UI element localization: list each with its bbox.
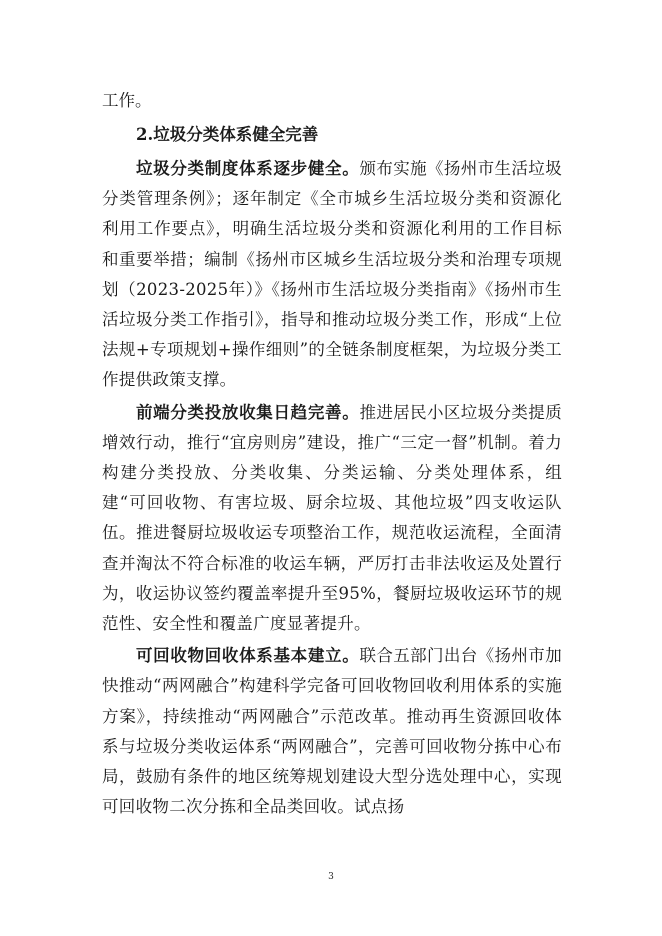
paragraph-recycling	[102, 641, 562, 822]
page-number: 3	[328, 872, 334, 882]
paragraph-body: 联合五部门出台《扬州市加快推动“两网融合”构建科学完备可回收物回收利用体系的实施方案》，持续推动“两网融合”示范改革。推动再生资源回收体系与垃圾分类收运体系“两网融合”，完善可回收物分拣中心布局，鼓励有条件的地区统筹规划建设大型分选处理中心，实现可回收物二次分拣和全品类回收。试点扬	[102, 646, 562, 817]
paragraph-system	[102, 154, 562, 396]
continued-text: 工作。	[102, 91, 152, 110]
paragraph-lead: 可回收物回收体系基本建立。	[136, 646, 360, 666]
paragraph-lead: 垃圾分类制度体系逐步健全。	[136, 159, 360, 178]
paragraph-body: 推进居民小区垃圾分类提质增效行动，推行“宜房则房”建设，推广“三定一督”机制。着力构建分类投放、分类收集、分类运输、分类处理体系，组建“可回收物、有害垃圾、厨余垃圾、其他垃圾”四支收运队伍。推进餐厨垃圾收运专项整治工作，规范收运流程，全面清查并淘汰不符合标准的收运车辆，严厉打击非法收运及处置行为，收运协议签约覆盖率提升至95%，餐厨垃圾收运环节的规范性、安全性和覆盖广度显著提升。	[102, 402, 562, 634]
paragraph-frontend	[102, 398, 562, 640]
paragraph-lead: 前端分类投放收集日趋完善。	[136, 402, 360, 422]
section-heading: 2.垃圾分类体系健全完善	[136, 125, 319, 144]
page-content	[102, 86, 562, 824]
paragraph-body: 颁布实施《扬州市生活垃圾分类管理条例》；逐年制定《全市城乡生活垃圾分类和资源化利用工作要点》，明确生活垃圾分类和资源化利用的工作目标和重要举措；编制《扬州市区城乡生活垃圾分类和治理专项规划（2023-2025年）》《扬州市生活垃圾分类指南》《扬州市生活垃圾分类工作指引》，指导和推动垃圾分类工作，形成“上位法规+专项规划+操作细则”的全链条制度框架，为垃圾分类工作提供政策支撑。	[102, 159, 562, 390]
